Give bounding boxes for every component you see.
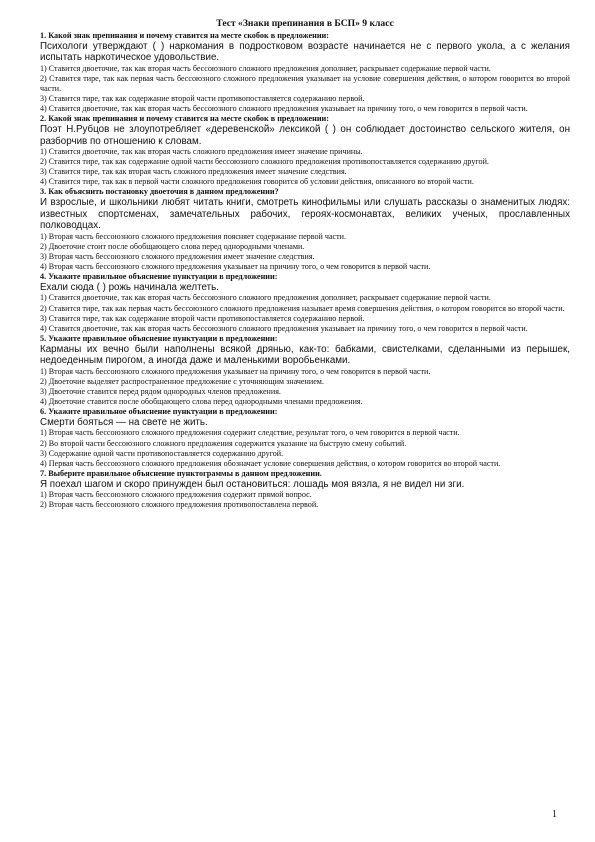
question-heading: 4. Укажите правильное объяснение пунктуации в предложении: — [40, 272, 278, 282]
question-heading: 1. Какой знак препинания и почему ставится на месте скобок в предложении: — [40, 31, 329, 40]
question-sentence: Смерти бояться — на свете не жить. — [40, 417, 208, 429]
answer-option: 4) Вторая часть бессоюзного сложного предложения указывает на причину того, о чем говорится в первой части. — [40, 261, 431, 271]
question-block — [40, 114, 570, 187]
question-sentence: Ехали сюда ( ) рожь начинала желтеть. — [40, 282, 219, 294]
answer-option: 1) Вторая часть бессоюзного сложного предложения содержит следствие, результат того, о чем говорится в первой части. — [40, 428, 460, 438]
question-heading: 2. Какой знак препинания и почему ставится на месте скобок в предложении: — [40, 114, 329, 124]
answer-option: 3) Ставится тире, так как содержание второй части противопоставляется содержанию первой. — [40, 94, 365, 104]
answer-option: 1) Вторая часть бессоюзного сложного предложения содержит прямой вопрос. — [40, 490, 312, 500]
question-sentence: Я поехал шагом и скоро принужден был остановиться: лошадь моя вязла, я не видел ни зги. — [40, 478, 465, 490]
answer-option: 3) Содержание одной части противопоставляется содержанию другой. — [40, 448, 284, 458]
answer-option: 3) Двоеточие ставится перед рядом однородных членов предложения. — [40, 386, 281, 396]
answer-option: 4) Ставится тире, так как в первой части сложного предложения говорится об условии действия, описанного во второй части. — [40, 177, 474, 187]
question-sentence: Психологи утверждают ( ) наркомания в подростковом возрасте начинается не с первого укола, а с желания испытать наркотическое удовольствие. — [40, 41, 570, 64]
question-block — [40, 334, 570, 407]
answer-option: 2) Вторая часть бессоюзного сложного предложения противопоставлена первой. — [40, 500, 319, 510]
document-page — [40, 18, 570, 510]
document-title: Тест «Знаки препинания в БСП» 9 класс — [216, 18, 394, 29]
question-sentence: Поэт Н.Рубцов не злоупотребляет «деревенской» лексикой ( ) он соблюдает достоинство сельского жителя, он разборчив по отношению к словам. — [40, 124, 570, 147]
page-number: 1 — [552, 809, 557, 820]
answer-option: 3) Ставится тире, так как содержание второй части противопоставляется содержанию первой. — [40, 313, 365, 323]
question-block — [40, 31, 570, 114]
answer-option: 2) Во второй части бессоюзного сложного предложения содержится указание на быструю смену событий. — [40, 438, 407, 448]
answer-option: 1) Вторая часть бессоюзного сложного предложения указывает на причину того, о чем говорится в первой части. — [40, 366, 431, 376]
answer-option: 1) Вторая часть бессоюзного сложного предложения поясняет содержание первой части. — [40, 231, 347, 241]
answer-option: 2) Ставится тире, так как первая часть бессоюзного сложного предложения указывает на условие совершения действия, о котором говорится во второй части. — [40, 73, 570, 93]
question-heading: 6. Укажите правильное объяснение пунктуации в предложении: — [40, 407, 278, 417]
answer-option: 2) Двоеточие выделяет распространенное предложение с уточняющим значением. — [40, 376, 324, 386]
answer-option: 3) Ставится тире, так как вторая часть сложного предложения имеет значение следствия. — [40, 167, 347, 177]
question-sentence: Карманы их вечно были наполнены всякой дрянью, как-то: бабками, свистелками, сделанными из перышек, недоеденным пирогом, а иногда даже и маленькими воробьенками. — [40, 343, 570, 367]
answer-option: 4) Ставится двоеточие, так как вторая часть бессоюзного сложного предложения указывает на причину того, о чем говорится в первой части. — [40, 104, 528, 114]
question-block — [40, 469, 570, 511]
question-heading: 7. Выберите правильное объяснение пунктограммы в данном предложении. — [40, 468, 322, 478]
answer-option: 4) Ставится двоеточие, так как вторая часть бессоюзного сложного предложения указывает на причину того, о чем говорится в первой части. — [40, 323, 528, 333]
answer-option: 1) Ставится двоеточие, так как вторая часть бессоюзного сложного предложения дополняет, раскрывает содержание первой части. — [40, 293, 491, 303]
answer-option: 2) Ставится тире, так как первая часть бессоюзного сложного предложения называет время совершения действия, о котором говорится во второй части. — [40, 303, 565, 313]
answer-option: 4) Первая часть бессоюзного сложного предложения обозначает условие совершения действия, о котором говорится во второй части. — [40, 458, 501, 468]
question-list — [40, 31, 570, 510]
answer-option: 1) Ставится двоеточие, так как вторая часть бессоюзного сложного предложения дополняет, раскрывает содержание первой части. — [40, 63, 491, 73]
question-heading: 5. Укажите правильное объяснение пунктуации в предложении: — [40, 333, 278, 343]
question-block — [40, 407, 570, 469]
question-sentence: И взрослые, и школьники любят читать книги, смотреть кинофильмы или слушать рассказы о знаменитых людях: известных спортсменах, замечательных рабочих, героях-космонавтах, великих ученых, прославленных полководцах. — [40, 197, 570, 232]
question-block — [40, 272, 570, 334]
answer-option: 1) Ставится двоеточие, так как вторая часть сложного предложения имеет значение причины. — [40, 147, 363, 157]
question-heading: 3. Как объяснить постановку двоеточия в данном предложении? — [40, 187, 279, 197]
answer-option: 4) Двоеточие ставится после обобщающего слова перед однородными членами предложения. — [40, 396, 363, 406]
answer-option: 2) Ставится тире, так как содержание одной части бессоюзного сложного предложения противопоставляется содержанию другой. — [40, 157, 489, 167]
answer-option: 2) Двоеточие стоит после обобщающего слова перед однородными членами. — [40, 241, 305, 251]
answer-option: 3) Вторая часть бессоюзного сложного предложения имеет значение следствия. — [40, 251, 315, 261]
question-block — [40, 187, 570, 272]
